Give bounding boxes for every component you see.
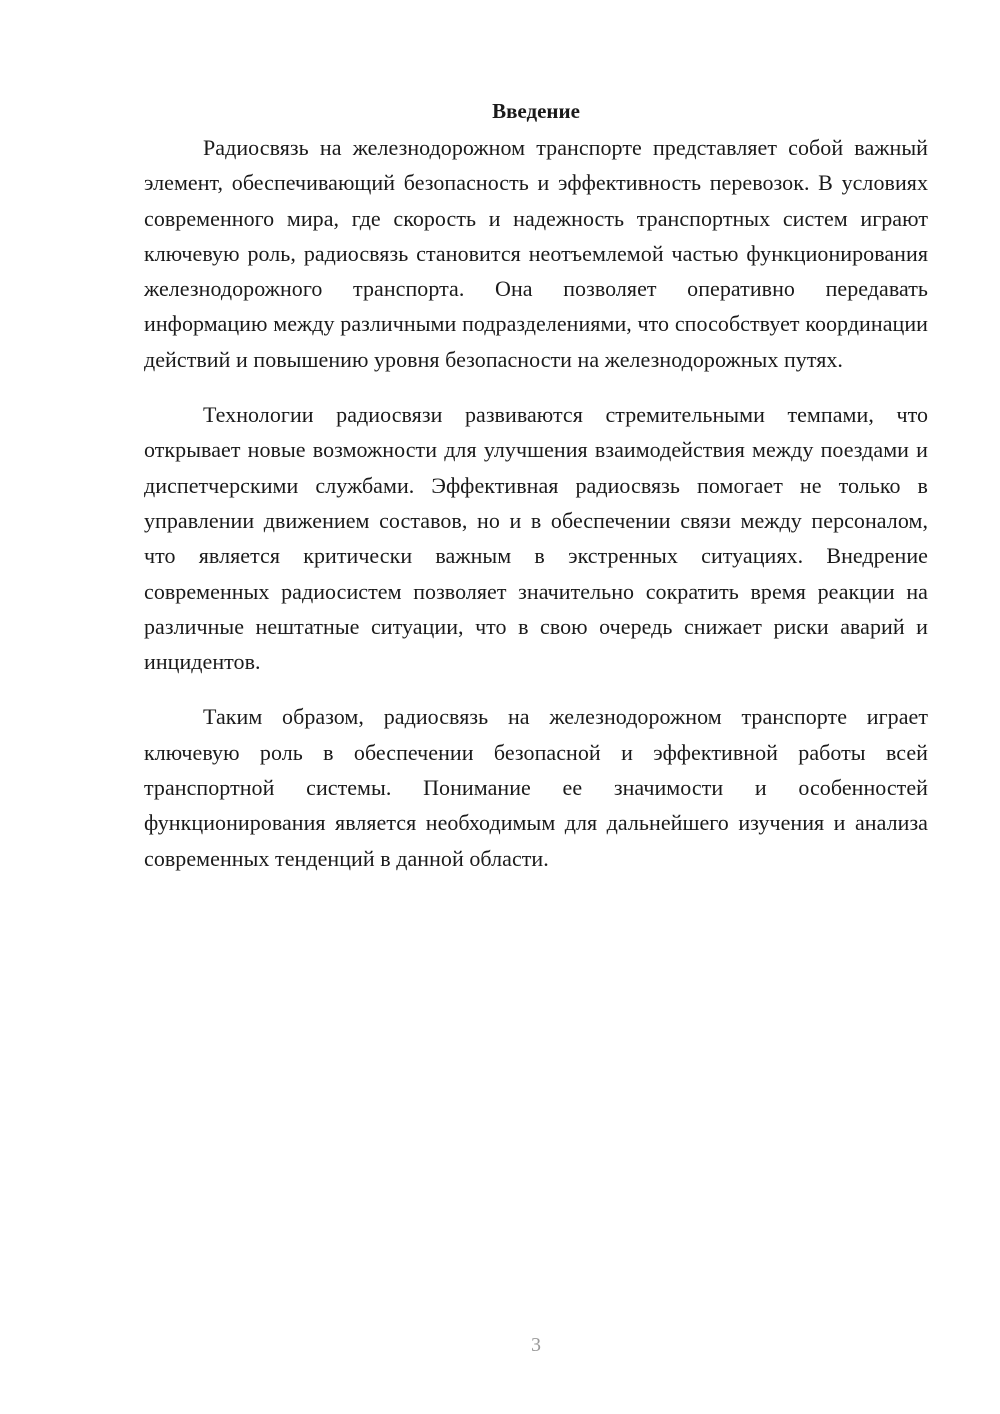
paragraph-1: Радиосвязь на железнодорожном транспорте представляет собой важный элемент, обеспечивающий безопасность и эффективность перевозок. В условиях современного мира, где скорость и надежность транспортных систем играют ключевую роль, радиосвязь становится неотъемлемой частью функционирования железнодорожного транспорта. Она позволяет оперативно передавать информацию между различными подразделениями, что способствует координации действий и повышению уровня безопасности на железнодорожных путях.	[144, 135, 928, 372]
section-heading: Введение	[492, 99, 580, 123]
page-content	[144, 96, 928, 896]
paragraph-2: Технологии радиосвязи развиваются стремительными темпами, что открывает новые возможности для улучшения взаимодействия между поездами и диспетчерскими службами. Эффективная радиосвязь помогает не только в управлении движением составов, но и в обеспечении связи между персоналом, что является критически важным в экстренных ситуациях. Внедрение современных радиосистем позволяет значительно сократить время реакции на различные нештатные ситуации, что в свою очередь снижает риски аварий и инцидентов.	[144, 402, 928, 675]
page-number: 3	[531, 1334, 541, 1356]
paragraph-3: Таким образом, радиосвязь на железнодорожном транспорте играет ключевую роль в обеспечении безопасной и эффективной работы всей транспортной системы. Понимание ее значимости и особенностей функционирования является необходимым для дальнейшего изучения и анализа современных тенденций в данной области.	[144, 704, 928, 871]
